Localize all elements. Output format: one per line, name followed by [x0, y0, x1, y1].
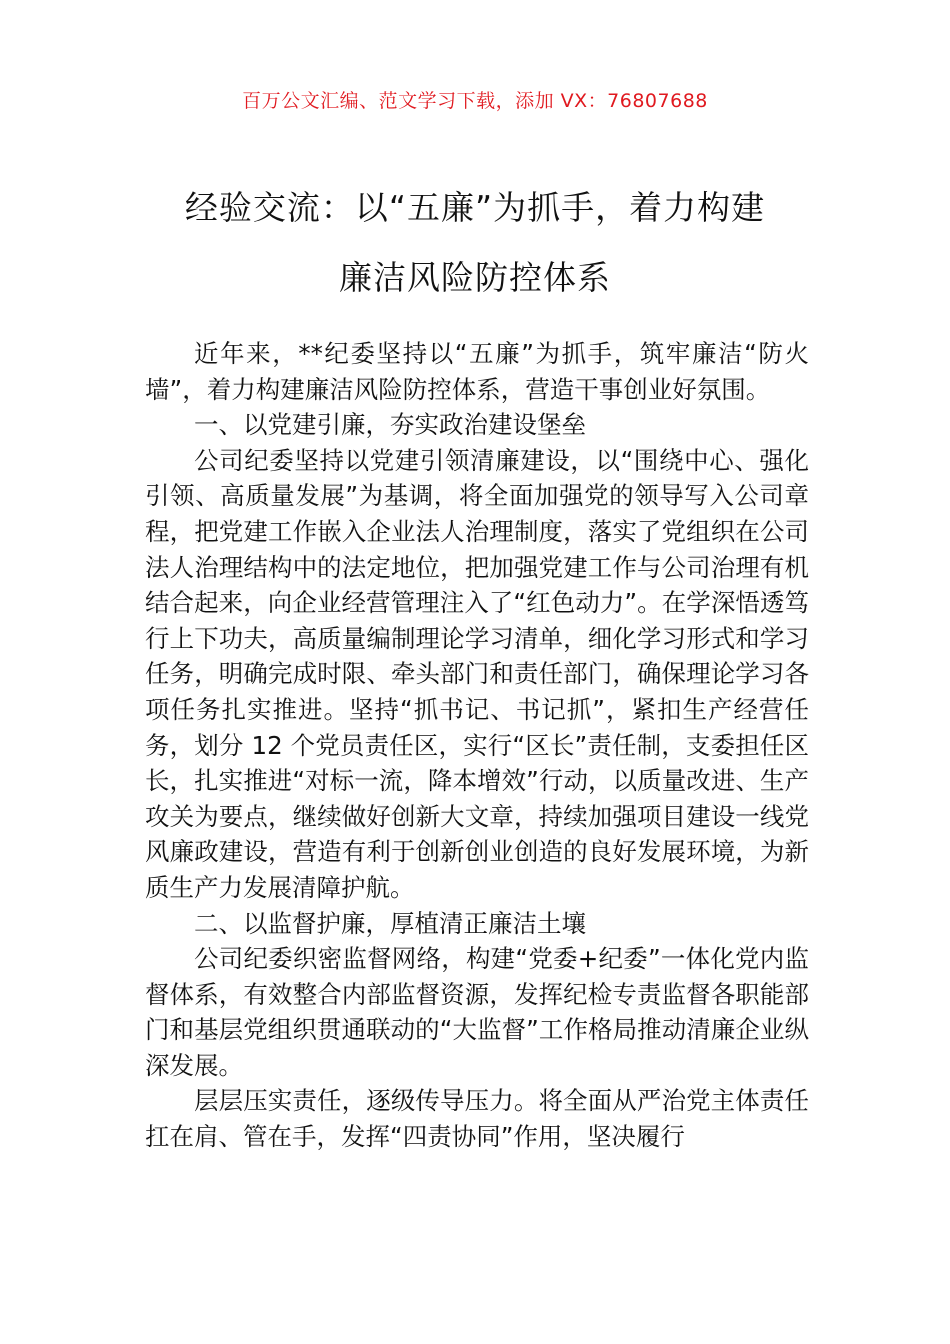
intro-paragraph: 近年来，**纪委坚持以“五廉”为抓手，筑牢廉洁“防火墙”，着力构建廉洁风险防控体系，营造干事创业好氛围。 [145, 339, 809, 404]
watermark-banner: 百万公文汇编、范文学习下载，添加 VX：76807688 [242, 90, 708, 112]
section-2-paragraph-1: 公司纪委织密监督网络，构建“党委+纪委”一体化党内监督体系，有效整合内部监督资源，发挥纪检专责监督各职能部门和基层党组织贯通联动的“大监督”工作格局推动清廉企业纵深发展。 [145, 944, 809, 1080]
section-heading-1: 一、以党建引廉，夯实政治建设堡垒 [194, 410, 586, 440]
section-1-paragraph: 公司纪委坚持以党建引领清廉建设，以“围绕中心、强化引领、高质量发展”为基调，将全面加强党的领导写入公司章程，把党建工作嵌入企业法人治理制度，落实了党组织在公司法人治理结构中的法定地位，把加强党建工作与公司治理有机结合起来，向企业经营管理注入了“红色动力”。在学深悟透笃行上下功夫，高质量编制理论学习清单，细化学习形式和学习任务，明确完成时限、牵头部门和责任部门，确保理论学习各项任务扎实推进。坚持“抓书记、书记抓”，紧扣生产经营任务，划分 12 个党员责任区，实行“区长”责任制，支委担任区长，扎实推进“对标一流，降本增效”行动，以质量改进、生产攻关为要点，继续做好创新大文章，持续加强项目建设一线党风廉政建设，营造有利于创新创业创造的良好发展环境，为新质生产力发展清障护航。 [145, 445, 809, 902]
document-title-line-1: 经验交流：以“五廉”为抓手，着力构建 [184, 188, 766, 227]
document-title-line-2: 廉洁风险防控体系 [339, 258, 611, 297]
section-2-paragraph-2: 层层压实责任，逐级传导压力。将全面从严治党主体责任扛在肩、管在手，发挥“四责协同”作用，坚决履行 [145, 1086, 809, 1152]
document-body [145, 336, 809, 1155]
section-heading-2: 二、以监督护廉，厚植清正廉洁土壤 [194, 908, 586, 938]
